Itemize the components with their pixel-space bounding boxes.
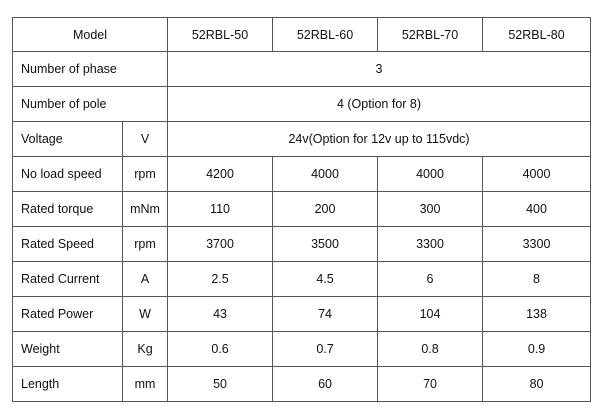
param-label: Weight: [13, 332, 123, 367]
value-cell: 8: [483, 262, 591, 297]
value-cell: 4000: [483, 157, 591, 192]
unit-cell: A: [123, 262, 168, 297]
value-cell: 50: [168, 367, 273, 402]
value-cell: 3300: [378, 227, 483, 262]
param-label: Rated Current: [13, 262, 123, 297]
value-cell: 400: [483, 192, 591, 227]
table-row: [13, 87, 591, 122]
value-cell: 2.5: [168, 262, 273, 297]
table-header-row: [13, 18, 591, 52]
value-cell: 0.6: [168, 332, 273, 367]
value-cell: 80: [483, 367, 591, 402]
unit-cell: mm: [123, 367, 168, 402]
table-row: [13, 52, 591, 87]
unit-cell: rpm: [123, 157, 168, 192]
table-row: [13, 157, 591, 192]
unit-cell: rpm: [123, 227, 168, 262]
table-row: [13, 297, 591, 332]
unit-cell: W: [123, 297, 168, 332]
model-header-label: Model: [13, 18, 168, 52]
param-label: Voltage: [13, 122, 123, 157]
value-cell: 4200: [168, 157, 273, 192]
value-cell: 43: [168, 297, 273, 332]
value-cell: 0.9: [483, 332, 591, 367]
value-cell: 60: [273, 367, 378, 402]
value-cell: 3300: [483, 227, 591, 262]
table-row: [13, 192, 591, 227]
shared-value-cell: 24v(Option for 12v up to 115vdc): [168, 122, 591, 157]
shared-value-cell: 4 (Option for 8): [168, 87, 591, 122]
param-label: Length: [13, 367, 123, 402]
value-cell: 300: [378, 192, 483, 227]
value-cell: 4000: [273, 157, 378, 192]
table-row: [13, 332, 591, 367]
param-label: Rated Power: [13, 297, 123, 332]
value-cell: 0.7: [273, 332, 378, 367]
value-cell: 200: [273, 192, 378, 227]
value-cell: 70: [378, 367, 483, 402]
param-label: Rated torque: [13, 192, 123, 227]
unit-cell: V: [123, 122, 168, 157]
shared-value-cell: 3: [168, 52, 591, 87]
value-cell: 74: [273, 297, 378, 332]
unit-cell: mNm: [123, 192, 168, 227]
model-header-cell: 52RBL-70: [378, 18, 483, 52]
value-cell: 138: [483, 297, 591, 332]
value-cell: 4.5: [273, 262, 378, 297]
model-header-cell: 52RBL-80: [483, 18, 591, 52]
value-cell: 3500: [273, 227, 378, 262]
unit-cell: Kg: [123, 332, 168, 367]
value-cell: 3700: [168, 227, 273, 262]
value-cell: 6: [378, 262, 483, 297]
table-row: [13, 227, 591, 262]
model-header-cell: 52RBL-60: [273, 18, 378, 52]
value-cell: 4000: [378, 157, 483, 192]
table-row: [13, 122, 591, 157]
param-label: Number of phase: [13, 52, 168, 87]
value-cell: 110: [168, 192, 273, 227]
value-cell: 104: [378, 297, 483, 332]
param-label: Rated Speed: [13, 227, 123, 262]
param-label: No load speed: [13, 157, 123, 192]
table-row: [13, 262, 591, 297]
model-header-cell: 52RBL-50: [168, 18, 273, 52]
param-label: Number of pole: [13, 87, 168, 122]
table-row: [13, 367, 591, 402]
motor-spec-table: [12, 17, 591, 402]
value-cell: 0.8: [378, 332, 483, 367]
